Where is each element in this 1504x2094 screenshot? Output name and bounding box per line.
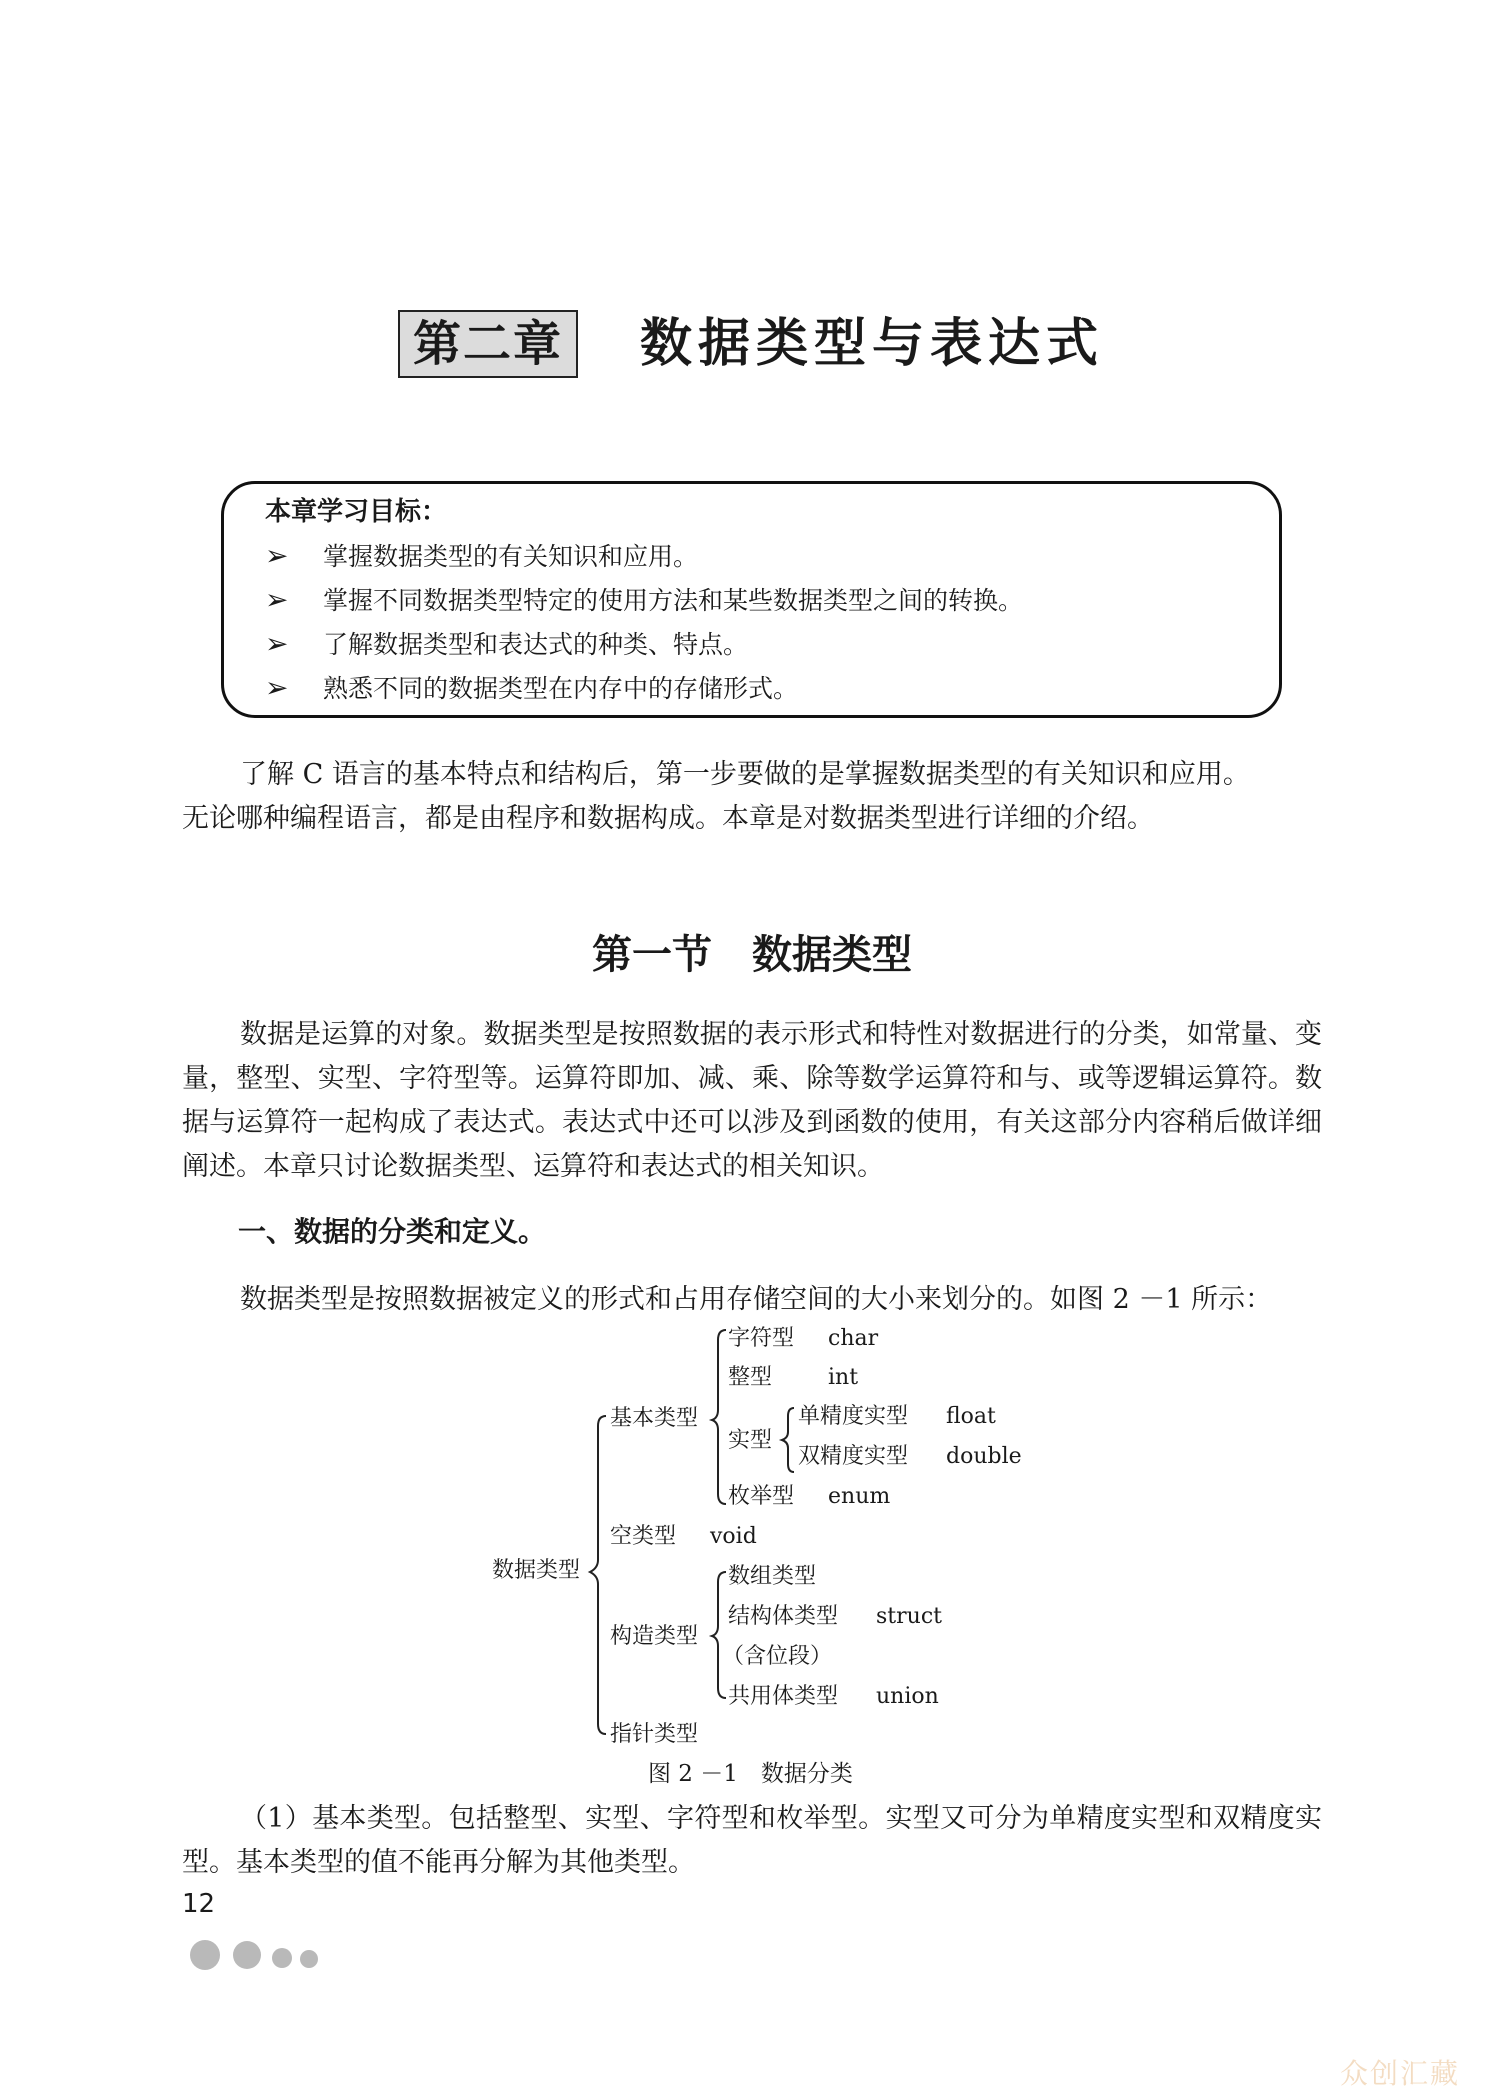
diagram-real-label: 实型: [728, 1428, 773, 1453]
diagram-root: 数据类型: [492, 1558, 581, 1583]
diagram-pointer-type: 指针类型: [610, 1722, 699, 1747]
diagram-enum-keyword: enum: [828, 1484, 891, 1509]
diagram-float-keyword: float: [946, 1404, 996, 1429]
objective-item: ➢ 了解数据类型和表达式的种类、特点。: [265, 622, 748, 666]
chapter-label: 第二章: [398, 310, 578, 378]
decorative-dot-icon: [300, 1950, 318, 1968]
diagram-struct-label: 结构体类型: [728, 1604, 839, 1629]
closing-paragraph: （1）基本类型。包括整型、实型、字符型和枚举型。实型又可分为单精度实型和双精度实型。基本类型的值不能再分解为其他类型。: [182, 1803, 1322, 1878]
diagram-void-keyword: void: [710, 1524, 757, 1549]
diagram-construct-type: 构造类型: [610, 1624, 699, 1649]
section-paragraph: 数据是运算的对象。数据类型是按照数据的表示形式和特性对数据进行的分类，如常量、变量，整型、实型、字符型等。运算符即加、减、乘、除等数学运算符和与、或等逻辑运算符。数据与运算符一起构成了表达式。表达式中还可以涉及到函数的使用，有关这部分内容稍后做详细阐述。本章只讨论数据类型、运算符和表达式的相关知识。: [182, 1019, 1322, 1182]
arrow-bullet-icon: ➢: [265, 539, 289, 572]
diagram-char-label: 字符型: [728, 1326, 795, 1351]
diagram-struct-keyword: struct: [876, 1604, 942, 1629]
diagram-int-label: 整型: [728, 1365, 773, 1390]
arrow-bullet-icon: ➢: [265, 627, 289, 660]
diagram-float-label: 单精度实型: [798, 1404, 909, 1429]
chapter-title: 数据类型与表达式: [640, 313, 1105, 374]
construct-brace: [712, 1572, 726, 1698]
diagram-enum-label: 枚举型: [728, 1484, 795, 1509]
decorative-dot-icon: [272, 1948, 292, 1968]
diagram-union-keyword: union: [876, 1684, 939, 1709]
root-brace: [590, 1416, 606, 1734]
diagram-union-label: 共用体类型: [728, 1684, 839, 1709]
intro-paragraph: 了解 C 语言的基本特点和结构后，第一步要做的是掌握数据类型的有关知识和应用。 无论哪种编程语言，都是由程序和数据构成。本章是对数据类型进行详细的介绍。: [182, 759, 1250, 834]
objective-item: ➢ 掌握不同数据类型特定的使用方法和某些数据类型之间的转换。: [265, 578, 1023, 622]
page-number: 12: [182, 1889, 216, 1919]
objective-item: ➢ 熟悉不同的数据类型在内存中的存储形式。: [265, 666, 798, 710]
decorative-dot-icon: [190, 1940, 220, 1970]
objectives-heading: 本章学习目标：: [265, 497, 448, 527]
subsection-title: 一、数据的分类和定义。: [238, 1215, 547, 1248]
diagram-bitfield-note: （含位段）: [722, 1644, 833, 1669]
diagram-double-keyword: double: [946, 1444, 1022, 1469]
arrow-bullet-icon: ➢: [265, 671, 289, 704]
diagram-char-keyword: char: [828, 1326, 879, 1351]
diagram-basic-type: 基本类型: [610, 1406, 699, 1431]
subsection-intro: 数据类型是按照数据被定义的形式和占用存储空间的大小来划分的。如图 2 －1 所示：: [240, 1284, 1273, 1315]
real-brace: [782, 1408, 794, 1472]
arrow-bullet-icon: ➢: [265, 583, 289, 616]
figure-caption: 图 2 －1 数据分类: [648, 1761, 853, 1787]
diagram-double-label: 双精度实型: [798, 1444, 909, 1469]
section-title: 第一节 数据类型: [592, 931, 912, 978]
diagram-void-type: 空类型: [610, 1524, 677, 1549]
diagram-int-keyword: int: [828, 1365, 859, 1390]
watermark: 众创汇藏: [1340, 2057, 1461, 2090]
objective-item: ➢ 掌握数据类型的有关知识和应用。: [265, 534, 698, 578]
diagram-array-label: 数组类型: [728, 1564, 817, 1589]
basic-brace: [712, 1330, 726, 1504]
decorative-dot-icon: [233, 1941, 261, 1969]
